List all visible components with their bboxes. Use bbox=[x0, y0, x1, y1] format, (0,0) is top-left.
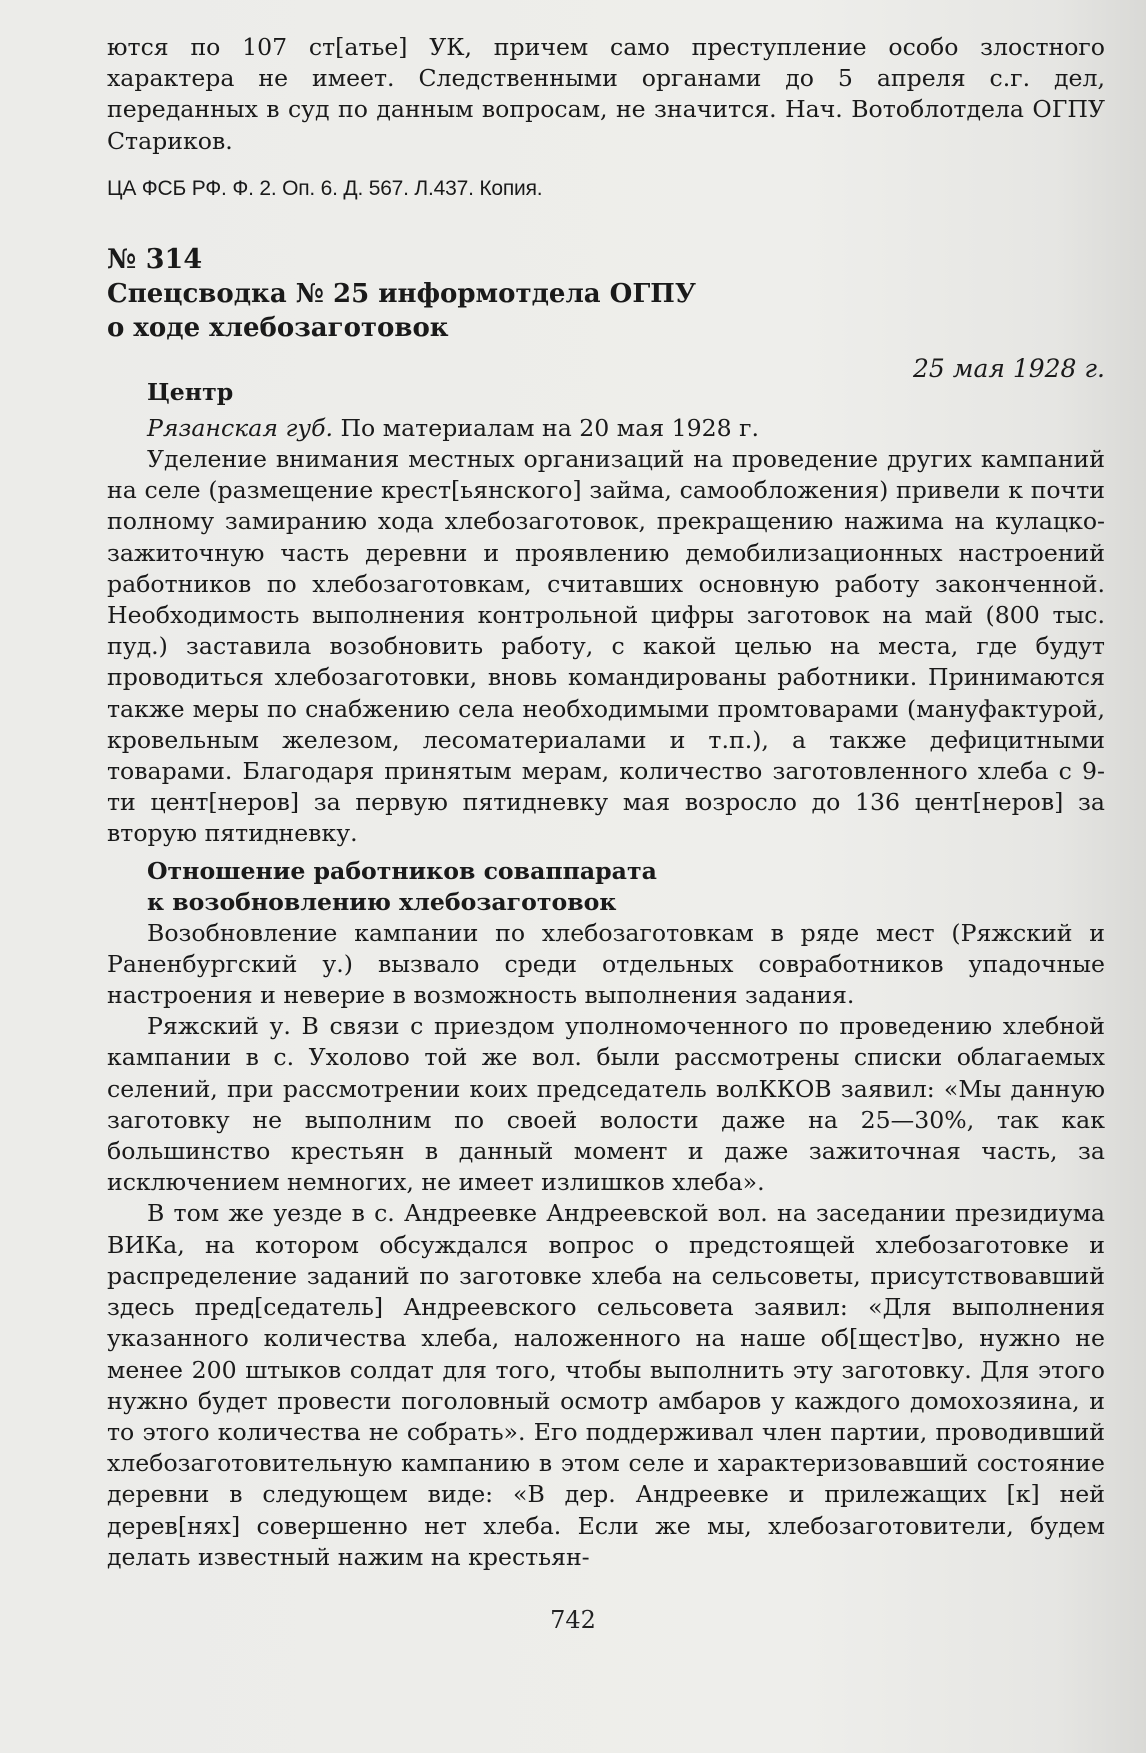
document-title-line2: о ходе хлебозаготовок bbox=[107, 312, 449, 343]
text-column bbox=[107, 32, 1105, 1573]
province-name: Рязанская губ. bbox=[147, 413, 333, 442]
section-heading-line1: Отношение работников соваппарата bbox=[147, 856, 657, 885]
document-date: 25 мая 1928 г. bbox=[912, 353, 1105, 383]
source-citation: ЦА ФСБ РФ. Ф. 2. Оп. 6. Д. 567. Л.437. Копия. bbox=[107, 176, 543, 200]
paragraph-4: В том же уезде в с. Андреевке Андреевской вол. на заседании президиума ВИКа, на котором обсуждался вопрос о предстоящей хлебозаготовке и распределение заданий по заготовке хлеба на сельсоветы, присутствовавший здесь пред[седатель] Андреевского сельсовета заявил: «Для выполнения указанного количества хлеба, наложенного на наше об[щест]во, нужно не менее 200 штыков солдат для того, чтобы выполнить эту заготовку. Для этого нужно будет провести поголовный осмотр амбаров у каждого домохозяина, и то этого количества не собрать». Его поддерживал член партии, проводивший хлебозаготовительную кампанию в этом селе и характеризовавший состояние деревни в следующем виде: «В дер. Андреевке и прилежащих [к] ней дерев[нях] совершенно нет хлеба. Если же мы, хлебозаготовители, будем делать известный нажим на крестьян- bbox=[107, 1199, 1105, 1571]
continuation-paragraph: ются по 107 ст[атье] УК, причем само преступление особо злостного характера не имеет. Следственными органами до 5 апреля с.г. дел, переданных в суд по данным вопросам, не значится. Нач. Вотоблотдела ОГПУ Стариков. bbox=[107, 33, 1105, 155]
document-number: № 314 bbox=[107, 243, 203, 275]
province-date-note: По материалам на 20 мая 1928 г. bbox=[332, 413, 760, 442]
document-title-line1: Спецсводка № 25 информотдела ОГПУ bbox=[107, 278, 696, 309]
region-heading: Центр bbox=[147, 377, 234, 406]
page-number: 742 bbox=[550, 1606, 596, 1634]
date-region-row bbox=[107, 353, 1105, 406]
section-heading-line2: к возобновлению хлебозаготовок bbox=[147, 887, 617, 916]
paragraph-2: Возобновление кампании по хлебозаготовкам в ряде мест (Ряжский и Раненбургский у.) вызвало среди отдельных совработников упадочные настроения и неверие в возможность выполнения задания. bbox=[107, 918, 1105, 1010]
paragraph-3: Ряжский у. В связи с приездом уполномоченного по проведению хлебной кампании в с. Ухолово той же вол. были рассмотрены списки облагаемых селений, при рассмотрении коих председатель волККОВ заявил: «Мы данную заготовку не выполним по своей волости даже на 25—30%, так как большинство крестьян в данный момент и даже зажиточная часть, за исключением немногих, не имеет излишков хлеба». bbox=[107, 1012, 1105, 1197]
province-line bbox=[107, 413, 1105, 444]
paragraph-1: Уделение внимания местных организаций на проведение других кампаний на селе (размещение крест[ьянского] займа, самообложения) привели к почти полному замиранию хода хлебозаготовок, прекращению нажима на кулацко-зажиточную часть деревни и проявлению демобилизационных настроений работников по хлебозаготовкам, считавших основную работу законченной. Необходимость выполнения контрольной цифры заготовок на май (800 тыс. пуд.) заставила возобновить работу, с какой целью на места, где будут проводиться хлебозаготовки, вновь командированы работники. Принимаются также меры по снабжению села необходимыми промтоварами (мануфактурой, кровельным железом, лесоматериалами и т.п.), а также дефицитными товарами. Благодаря принятым мерам, количество заготовленного хлеба с 9-ти цент[неров] за первую пятидневку мая возросло до 136 цент[неров] за вторую пятидневку. bbox=[107, 445, 1105, 848]
